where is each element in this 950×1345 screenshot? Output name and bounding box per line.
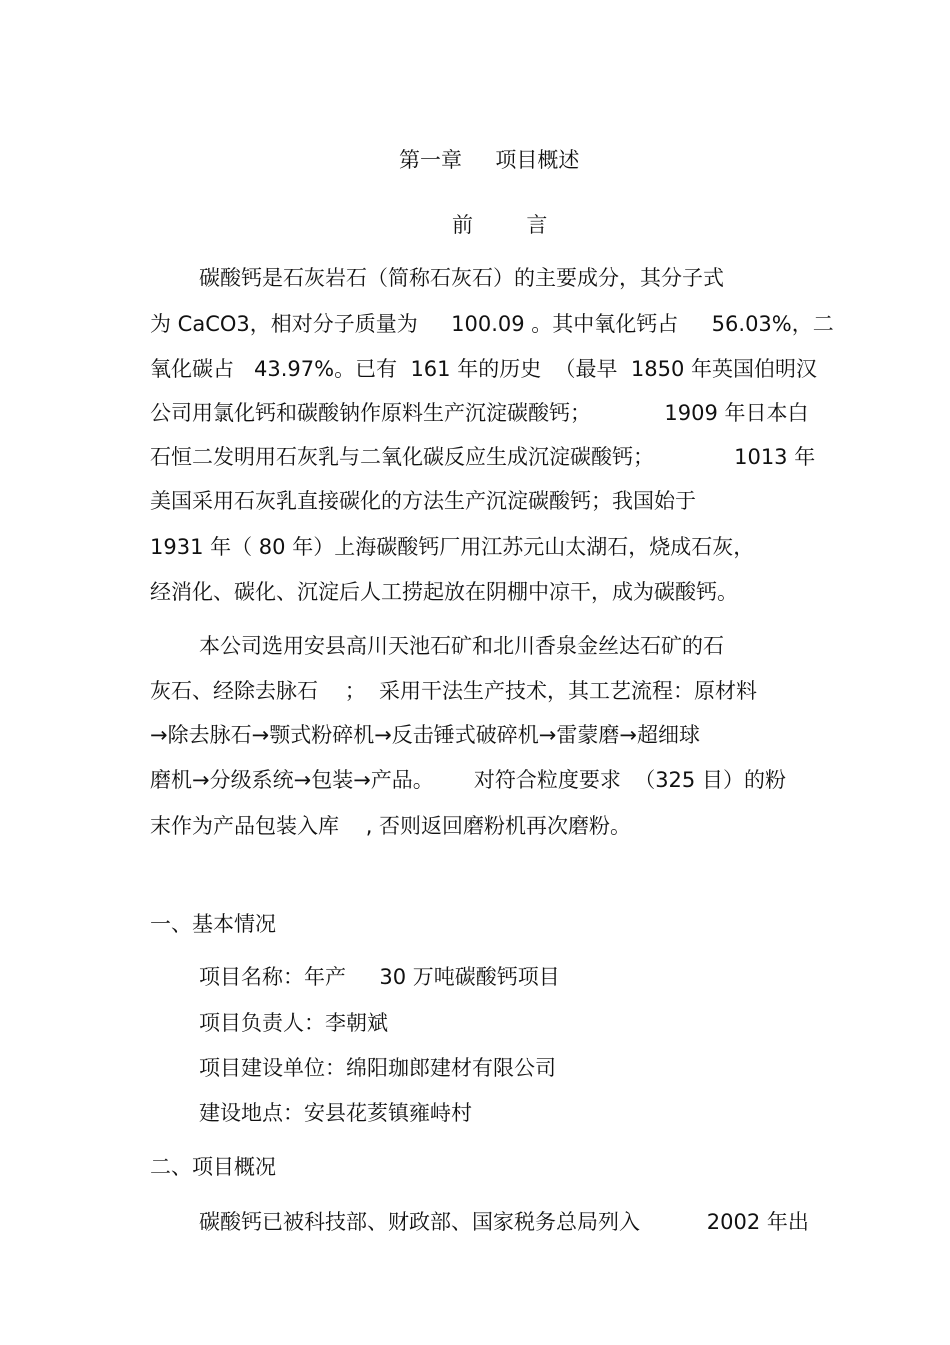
paragraph-line: 磨机→分级系统→包装→产品。 对符合粒度要求 （325 目）的粉: [150, 768, 786, 792]
list-item: 项目建设单位：绵阳珈郎建材有限公司: [199, 1056, 556, 1080]
paragraph-line: →除去脉石→颚式粉碎机→反击锤式破碎机→雷蒙磨→超细球: [150, 723, 700, 747]
list-item: 项目负责人：李朝斌: [199, 1011, 388, 1035]
section-heading-basic-info: 一、基本情况: [150, 912, 276, 936]
list-item: 项目名称：年产 30 万吨碳酸钙项目: [199, 965, 560, 989]
paragraph-line: 1931 年（ 80 年）上海碳酸钙厂用江苏元山太湖石，烧成石灰，: [150, 535, 755, 559]
chapter-title: 第一章 项目概述: [399, 148, 580, 172]
paragraph-line: 末作为产品包装入库 , 否则返回磨粉机再次磨粉。: [150, 814, 632, 838]
paragraph-line: 经消化、碳化、沉淀后人工捞起放在阴棚中凉干，成为碳酸钙。: [150, 580, 738, 604]
paragraph-line: 碳酸钙已被科技部、财政部、国家税务总局列入 2002 年出: [199, 1210, 809, 1234]
paragraph-line: 石恒二发明用石灰乳与二氧化碳反应生成沉淀碳酸钙； 1013 年: [150, 445, 816, 469]
section-heading-overview: 二、项目概况: [150, 1155, 276, 1179]
paragraph-line: 氧化碳占 43.97%。已有 161 年的历史 （最早 1850 年英国伯明汉: [150, 357, 818, 381]
preface-title: 前 言: [452, 213, 548, 237]
paragraph-line: 灰石、经除去脉石 ； 采用干法生产技术，其工艺流程：原材料: [150, 679, 758, 703]
paragraph-line: 碳酸钙是石灰岩石（简称石灰石）的主要成分，其分子式: [199, 266, 724, 290]
paragraph-line: 公司用氯化钙和碳酸钠作原料生产沉淀碳酸钙； 1909 年日本白: [150, 401, 809, 425]
paragraph-line: 美国采用石灰乳直接碳化的方法生产沉淀碳酸钙；我国始于: [150, 489, 696, 513]
paragraph-line: 为 CaCO3，相对分子质量为 100.09 。其中氧化钙占 56.03%，二: [150, 312, 834, 336]
paragraph-line: 本公司选用安县高川天池石矿和北川香泉金丝达石矿的石: [199, 634, 724, 658]
list-item: 建设地点：安县花荄镇雍峙村: [199, 1101, 472, 1125]
